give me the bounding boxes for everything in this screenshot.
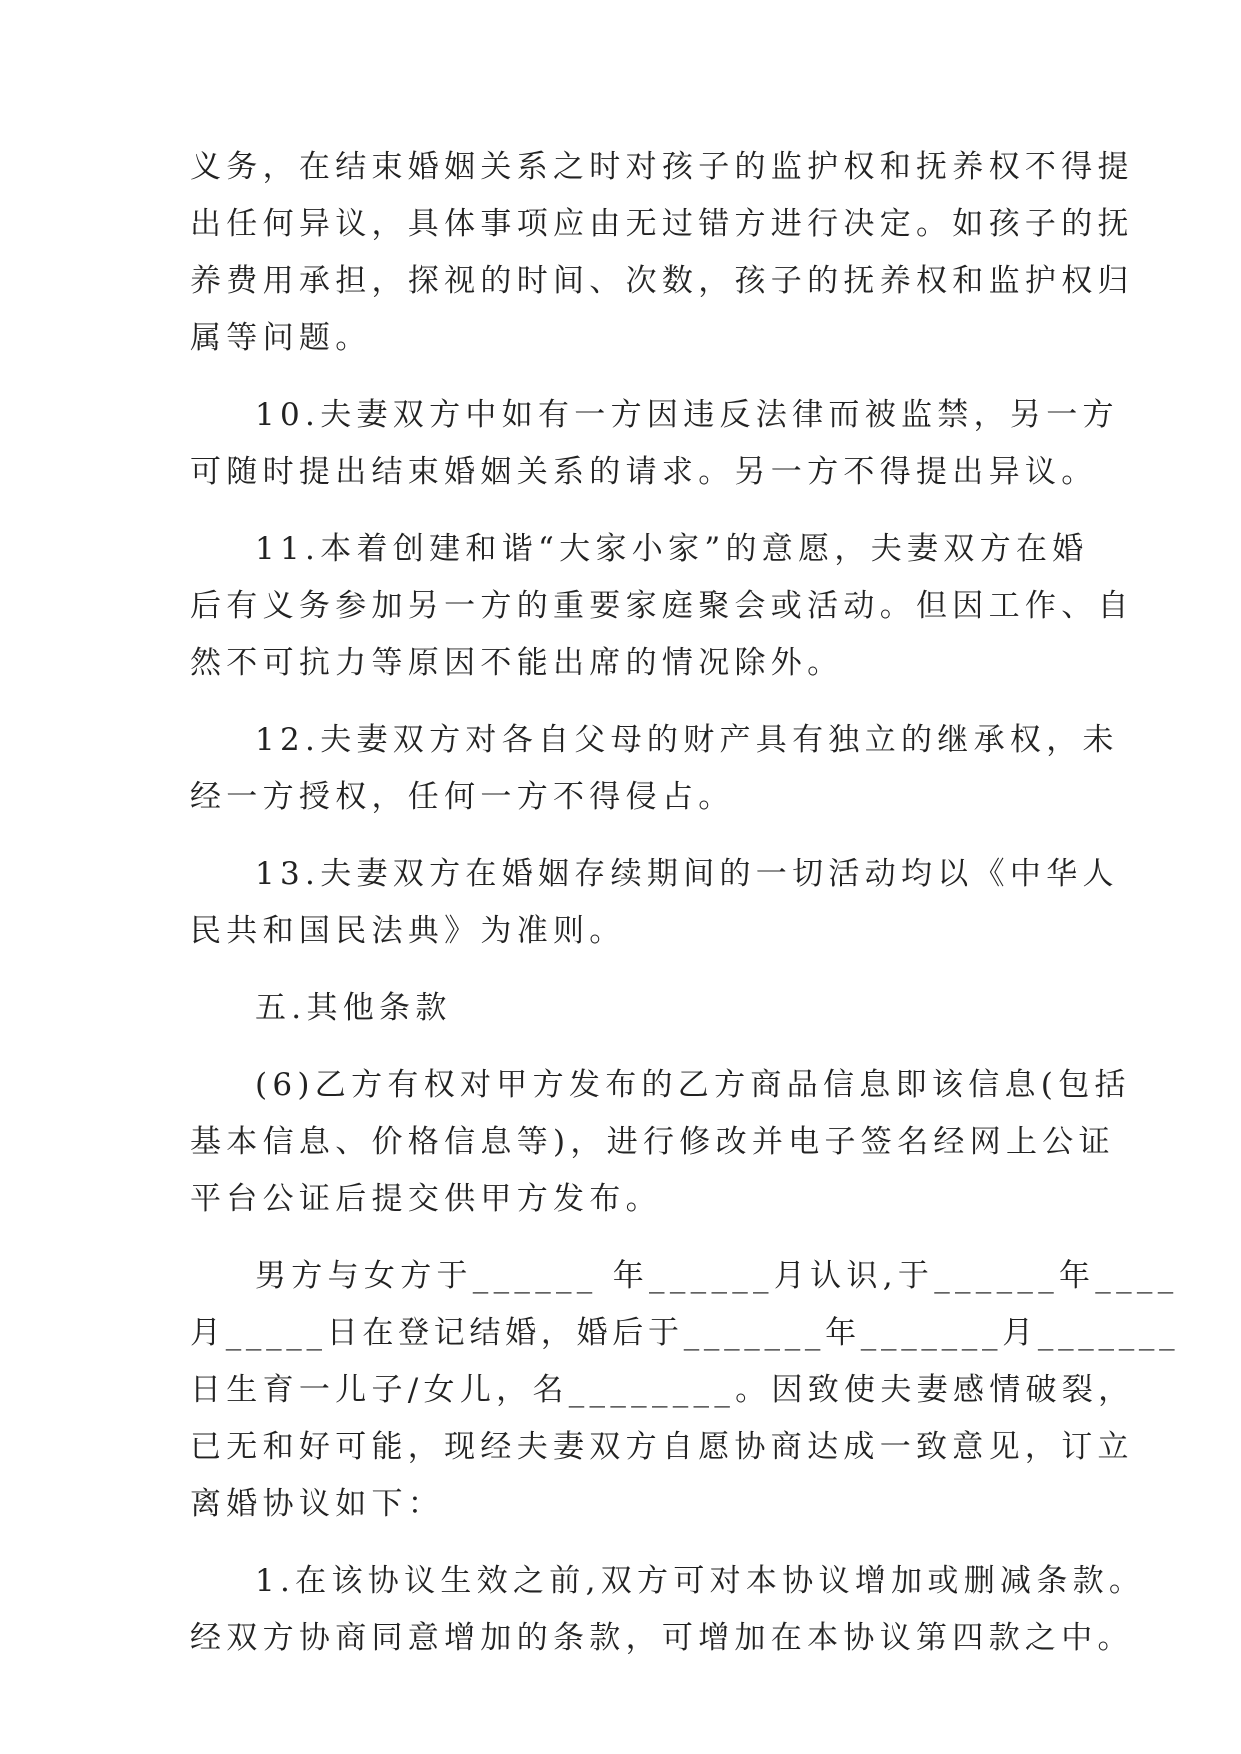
paragraph-line: 经双方协商同意增加的条款，可增加在本协议第四款之中。 [190,1620,1134,1656]
clause-1-line: 1.在该协议生效之前,双方可对本协议增加或删减条款。 [255,1563,1146,1599]
section-heading: 五.其他条款 [255,990,452,1026]
paragraph-line: 离婚协议如下： [190,1486,445,1522]
paragraph-line: 义务，在结束婚姻关系之时对孩子的监护权和抚养权不得提 [190,149,1134,185]
clause-6-line: (6)乙方有权对甲方发布的乙方商品信息即该信息(包括 [255,1067,1131,1103]
paragraph-line: 民共和国民法典》为准则。 [190,913,626,949]
paragraph-line: 已无和好可能，现经夫妻双方自愿协商达成一致意见，订立 [190,1429,1134,1465]
agreement-intro-line: 男方与女方于______ 年______月认识,于______年____ [255,1258,1179,1294]
paragraph-line: 养费用承担，探视的时间、次数，孩子的抚养权和监护权归 [190,263,1134,299]
paragraph-line: 然不可抗力等原因不能出席的情况除外。 [190,645,844,681]
clause-12-line: 12.夫妻双方对各自父母的财产具有独立的继承权，未 [255,722,1119,758]
paragraph-line: 经一方授权，任何一方不得侵占。 [190,779,735,815]
paragraph-line: 出任何异议，具体事项应由无过错方进行决定。如孩子的抚 [190,206,1134,242]
clause-10-line: 10.夫妻双方中如有一方因违反法律而被监禁，另一方 [255,397,1119,433]
paragraph-line: 属等问题。 [190,320,372,356]
paragraph-line: 可随时提出结束婚姻关系的请求。另一方不得提出异议。 [190,454,1098,490]
paragraph-line: 月_____日在登记结婚，婚后于_______年_______月_______ [190,1315,1180,1351]
paragraph-line: 平台公证后提交供甲方发布。 [190,1181,662,1217]
clause-11-line: 11.本着创建和谐“大家小家”的意愿，夫妻双方在婚 [255,531,1089,567]
paragraph-line: 后有义务参加另一方的重要家庭聚会或活动。但因工作、自 [190,588,1134,624]
paragraph-line: 日生育一儿子/女儿，名________。因致使夫妻感情破裂， [190,1372,1135,1408]
clause-13-line: 13.夫妻双方在婚姻存续期间的一切活动均以《中华人 [255,856,1119,892]
paragraph-line: 基本信息、价格信息等)，进行修改并电子签名经网上公证 [190,1124,1115,1160]
